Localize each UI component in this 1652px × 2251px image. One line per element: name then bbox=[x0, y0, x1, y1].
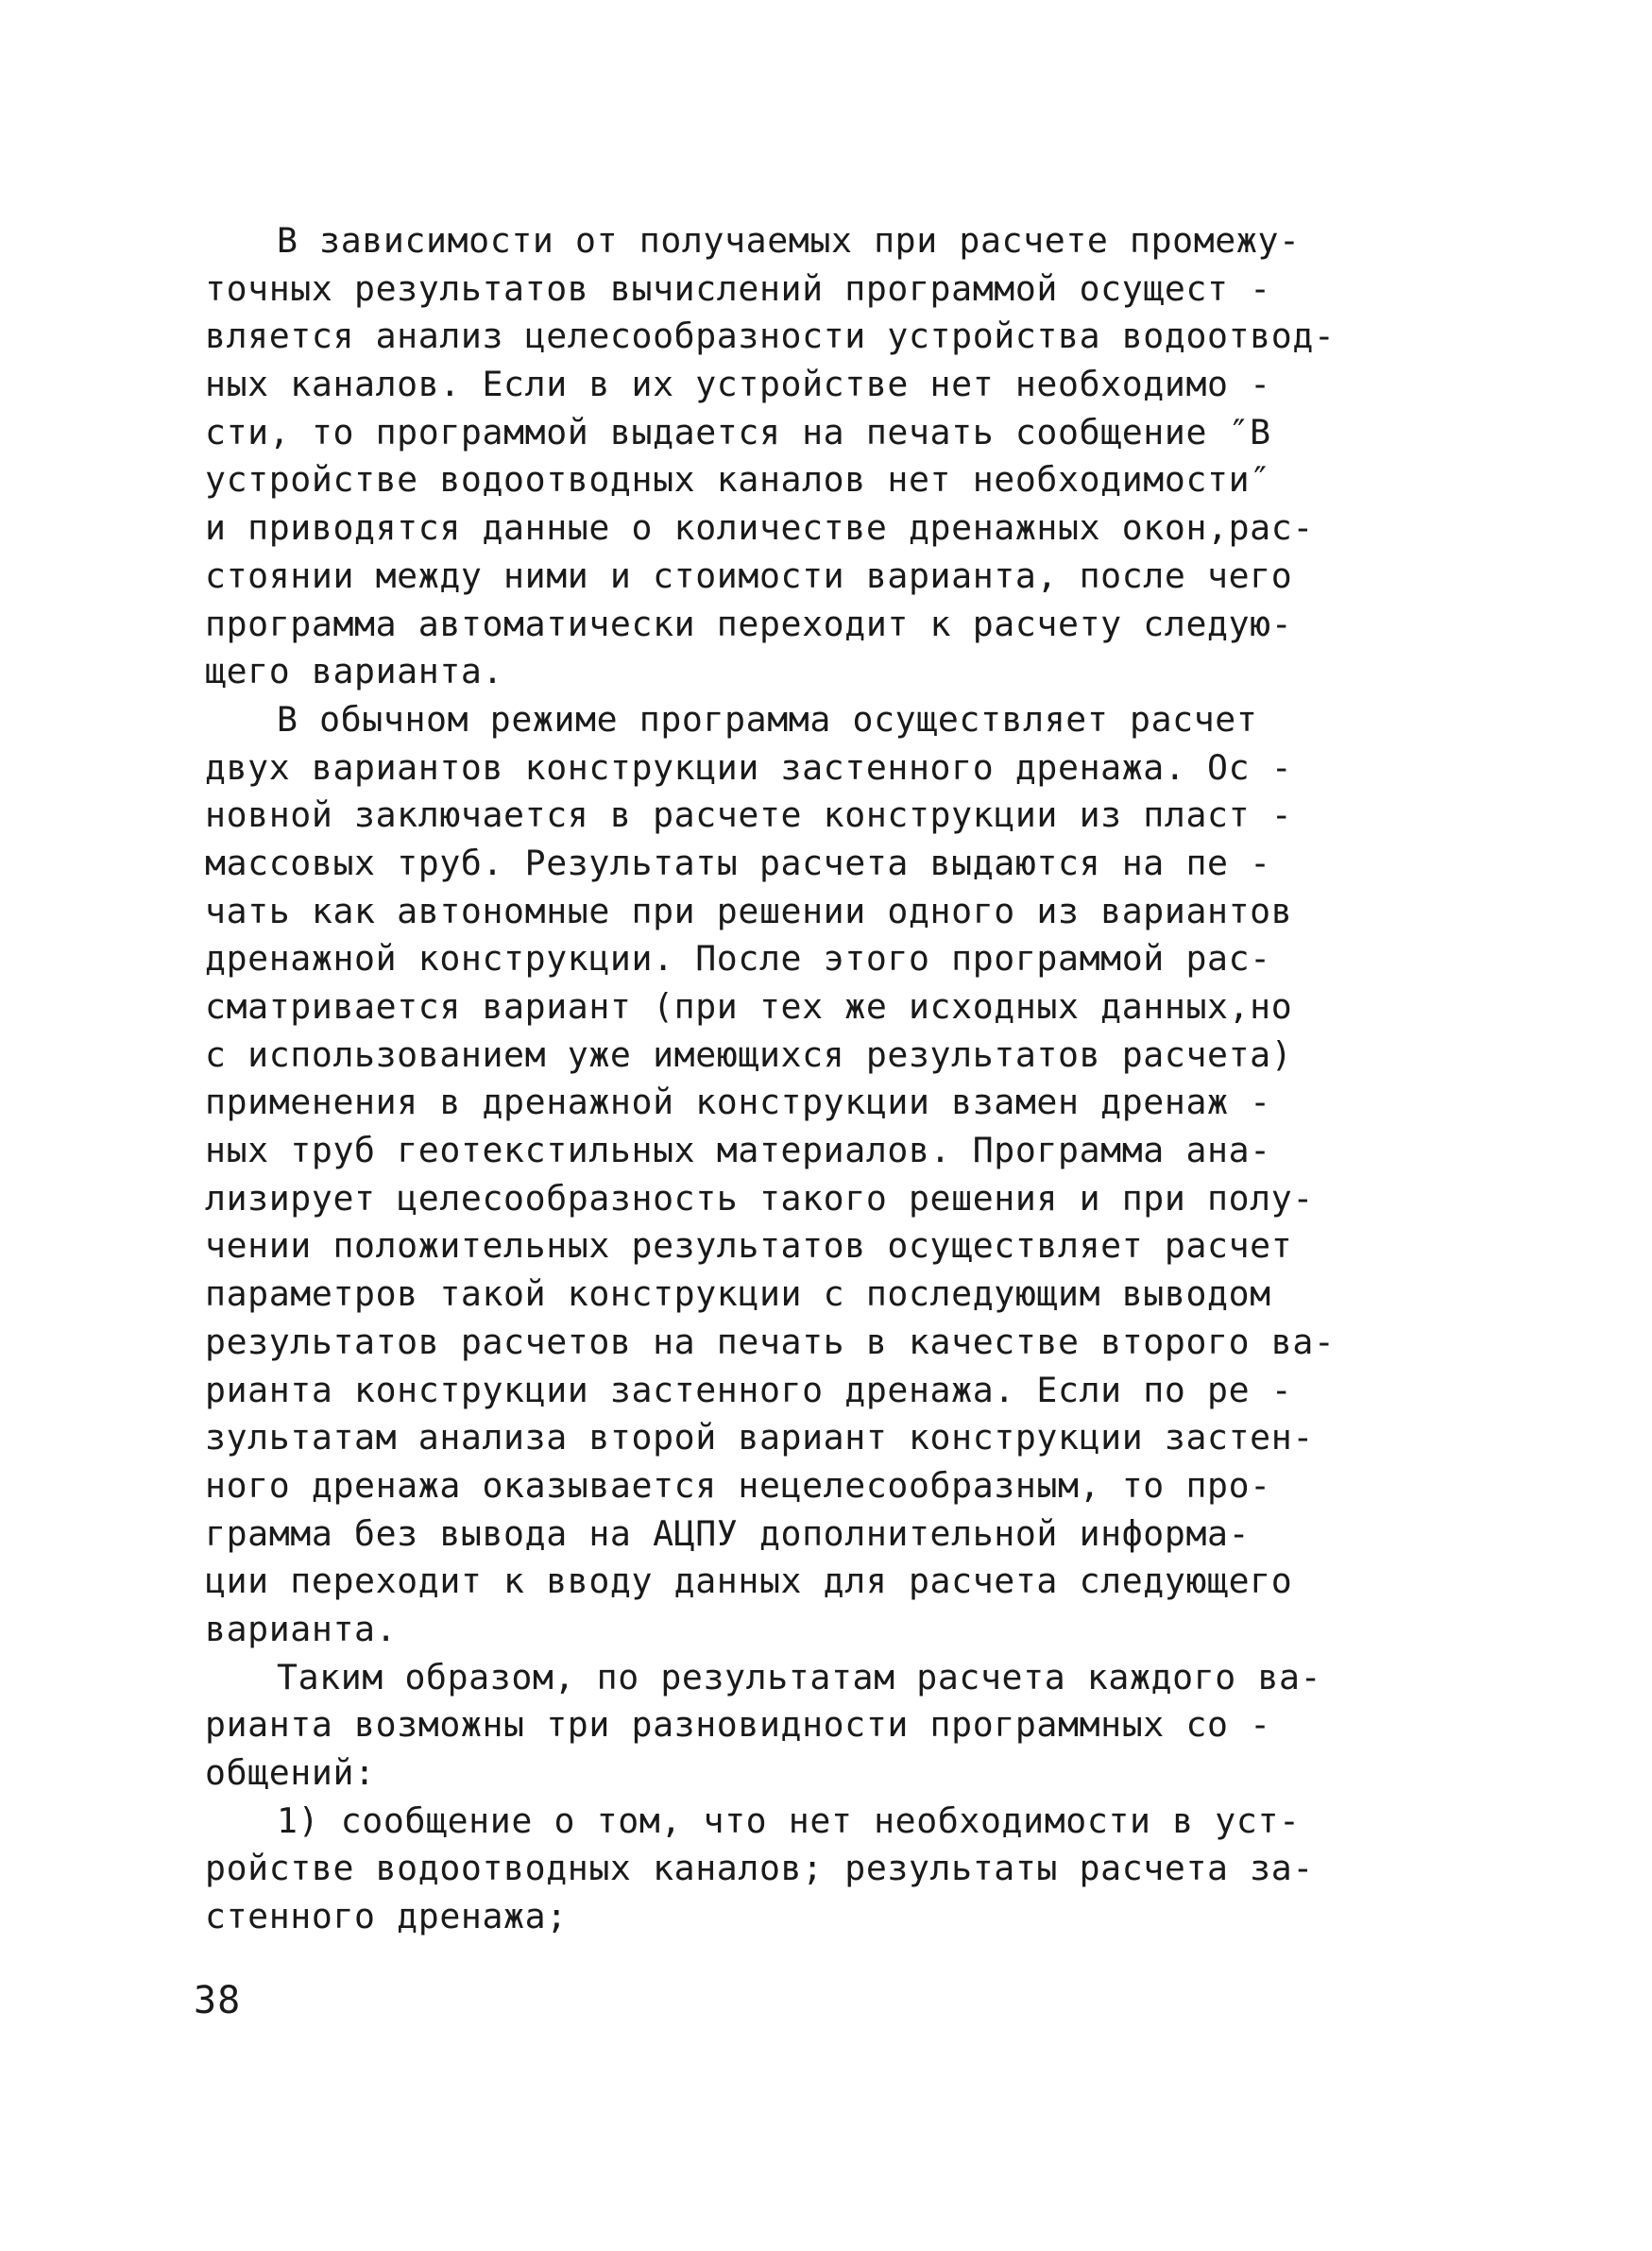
text-line: вляется анализ целесообразности устройства водоотвод- bbox=[205, 315, 1336, 357]
text-line: грамма без вывода на АЦПУ дополнительной информа- bbox=[205, 1512, 1251, 1554]
list-item-1 bbox=[205, 1798, 1423, 1941]
text-line: дренажной конструкции. После этого программой рас- bbox=[205, 938, 1271, 980]
paragraph-3 bbox=[205, 1654, 1423, 1798]
text-line: параметров такой конструкции с последующим выводом bbox=[205, 1273, 1271, 1315]
text-line: ройстве водоотводных каналов; результаты расчета за- bbox=[205, 1848, 1314, 1889]
text-line: ции переходит к вводу данных для расчета следующего bbox=[205, 1560, 1293, 1602]
text-line: устройстве водоотводных каналов нет необходимости″ bbox=[205, 459, 1271, 501]
text-line: стенного дренажа; bbox=[205, 1896, 568, 1937]
body-text bbox=[205, 217, 1423, 1941]
text-line: Таким образом, по результатам расчета каждого ва- bbox=[277, 1656, 1322, 1697]
text-line: и приводятся данные о количестве дренажных окон,рас- bbox=[205, 507, 1314, 549]
text-line: варианта. bbox=[205, 1608, 398, 1649]
text-line: общений: bbox=[205, 1752, 376, 1793]
text-line: сти, то программой выдается на печать сообщение ″В bbox=[205, 411, 1271, 452]
text-line: рианта конструкции застенного дренажа. Если по ре - bbox=[205, 1369, 1293, 1410]
text-line: двух вариантов конструкции застенного дренажа. Ос - bbox=[205, 746, 1293, 788]
text-line: чении положительных результатов осуществляет расчет bbox=[205, 1225, 1293, 1267]
text-line: рианта возможны три разновидности программных со - bbox=[205, 1704, 1271, 1746]
text-line: массовых труб. Результаты расчета выдаются на пе - bbox=[205, 842, 1271, 883]
text-line: зультатам анализа второй вариант конструкции застен- bbox=[205, 1417, 1314, 1458]
text-line: чать как автономные при решении одного из вариантов bbox=[205, 890, 1293, 931]
text-line: стоянии между ними и стоимости варианта, после чего bbox=[205, 554, 1293, 596]
text-line: программа автоматически переходит к расчету следую- bbox=[205, 603, 1293, 644]
text-line: лизирует целесообразность такого решения и при полу- bbox=[205, 1177, 1314, 1219]
text-line: с использованием уже имеющихся результатов расчета) bbox=[205, 1033, 1293, 1075]
text-line: применения в дренажной конструкции взамен дренаж - bbox=[205, 1082, 1271, 1123]
text-line: новной заключается в расчете конструкции из пласт - bbox=[205, 794, 1293, 836]
paragraph-2 bbox=[205, 696, 1423, 1654]
text-line: результатов расчетов на печать в качестве второго ва- bbox=[205, 1321, 1336, 1362]
text-line: 1) сообщение о том, что нет необходимости в уст- bbox=[277, 1799, 1301, 1841]
text-line: ных каналов. Если в их устройстве нет необходимо - bbox=[205, 364, 1271, 405]
text-line: В обычном режиме программа осуществляет расчет bbox=[277, 698, 1258, 740]
text-line: щего варианта. bbox=[205, 651, 504, 692]
paragraph-1 bbox=[205, 217, 1423, 696]
page-number: 38 bbox=[194, 1979, 242, 2022]
text-line: В зависимости от получаемых при расчете промежу- bbox=[277, 220, 1301, 261]
text-line: ных труб геотекстильных материалов. Программа ана- bbox=[205, 1130, 1271, 1171]
text-line: ного дренажа оказывается нецелесообразным, то про- bbox=[205, 1464, 1271, 1506]
text-line: точных результатов вычислений программой осущест - bbox=[205, 267, 1271, 309]
text-line: сматривается вариант (при тех же исходных данных,но bbox=[205, 986, 1293, 1027]
